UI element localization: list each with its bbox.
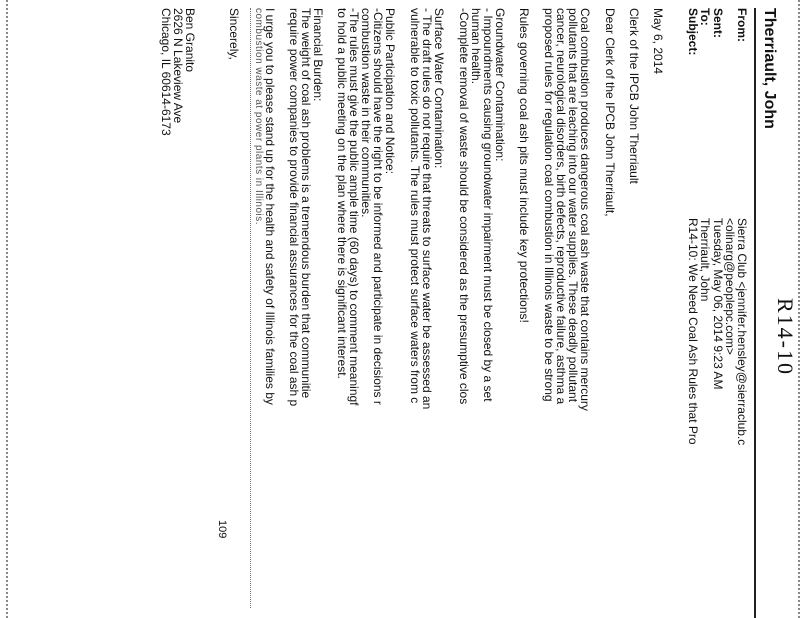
letter-date: May 6, 2014 xyxy=(651,8,665,75)
financial-line: The weight of coal ash problems is a tremendous burden that communitie xyxy=(299,8,313,399)
surface-line: vulnerable to toxic pollutants. The rules must protect surface waters from c xyxy=(408,8,422,404)
recipient-line: Clerk of the IPCB John Therriault xyxy=(627,8,641,184)
groundwater-line: human health. xyxy=(469,8,483,85)
closing-line-faint: combustion waste at power plants in Illinois. xyxy=(253,8,264,226)
from-value-line-1: Sierra Club <jennifer.hensley@sierraclub.c xyxy=(735,218,749,446)
public-heading: Public Participation and Notice: xyxy=(383,8,397,175)
signoff-line: Sincerely, xyxy=(227,8,241,60)
public-line: -Citizens should have the right to be informed and participate in decisions r xyxy=(371,8,385,405)
subject-label: Subject: xyxy=(686,8,700,56)
intro-line: Coal combustion produces dangerous coal ash waste that contains mercury xyxy=(578,8,592,411)
groundwater-heading: Groundwater Contamination: xyxy=(493,8,507,162)
public-line: combustion waste in their communities. xyxy=(359,8,373,218)
public-line: to hold a public meeting on the plan where there is significant interest. xyxy=(335,8,349,379)
sender-name-heading: Therriault, John xyxy=(761,8,778,129)
surface-heading: Surface Water Contamination: xyxy=(432,8,446,169)
surface-line: - The draft rules do not require that threats to surface water be assessed an xyxy=(420,8,434,410)
intro-line: pollutants that are leaching into our water supplies. These deadly pollutant xyxy=(566,8,580,403)
financial-heading: Financial Burden: xyxy=(311,8,325,102)
header-rule xyxy=(754,8,756,618)
financial-line: require power companies to provide financial assurances for the coal ash p xyxy=(287,8,301,407)
signature-city: Chicago, IL 60614-6173 xyxy=(159,8,173,136)
sheet-number: R14-10 xyxy=(773,298,798,376)
sent-label: Sent: xyxy=(711,8,725,38)
sent-value: Tuesday, May 06, 2014 9:23 AM xyxy=(711,218,725,390)
groundwater-line: -Complete removal of waste should be considered as the presumptive clos xyxy=(457,8,471,405)
intro-line: cancer, neurological disorders, birth defects, reproductive failure, asthma a xyxy=(554,8,568,405)
to-label: To: xyxy=(698,8,712,26)
scan-noise-line xyxy=(250,8,251,608)
groundwater-line: - Impoundments causing groundwater impairment must be closed by a set xyxy=(481,8,495,402)
rules-line: Rules governing coal ash pits must include key protections! xyxy=(517,8,531,323)
closing-line: I urge you to please stand up for the health and safety of Illinois families by xyxy=(263,8,277,405)
public-line: -The rules must give the public ample time (60 days) to comment meaningf xyxy=(347,8,361,406)
greeting-line: Dear Clerk of the IPCB John Therriault, xyxy=(603,8,617,217)
to-value: Therriault, John xyxy=(698,218,712,302)
subject-value: R14-10: We Need Coal Ash Rules that Pro xyxy=(686,218,700,445)
signature-address: 2626 N Lakeview Ave xyxy=(171,8,185,124)
page-number: 109 xyxy=(216,520,228,539)
signature-name: Ben Granito xyxy=(183,8,197,73)
from-label: From: xyxy=(735,8,749,42)
from-value-line-2: <olinarg@peoplepc.com> xyxy=(723,218,737,355)
intro-line: proposed rules for regulation coal combustion in Illinois waste to be strong xyxy=(542,8,556,402)
scan-edge-bottom xyxy=(0,0,8,618)
